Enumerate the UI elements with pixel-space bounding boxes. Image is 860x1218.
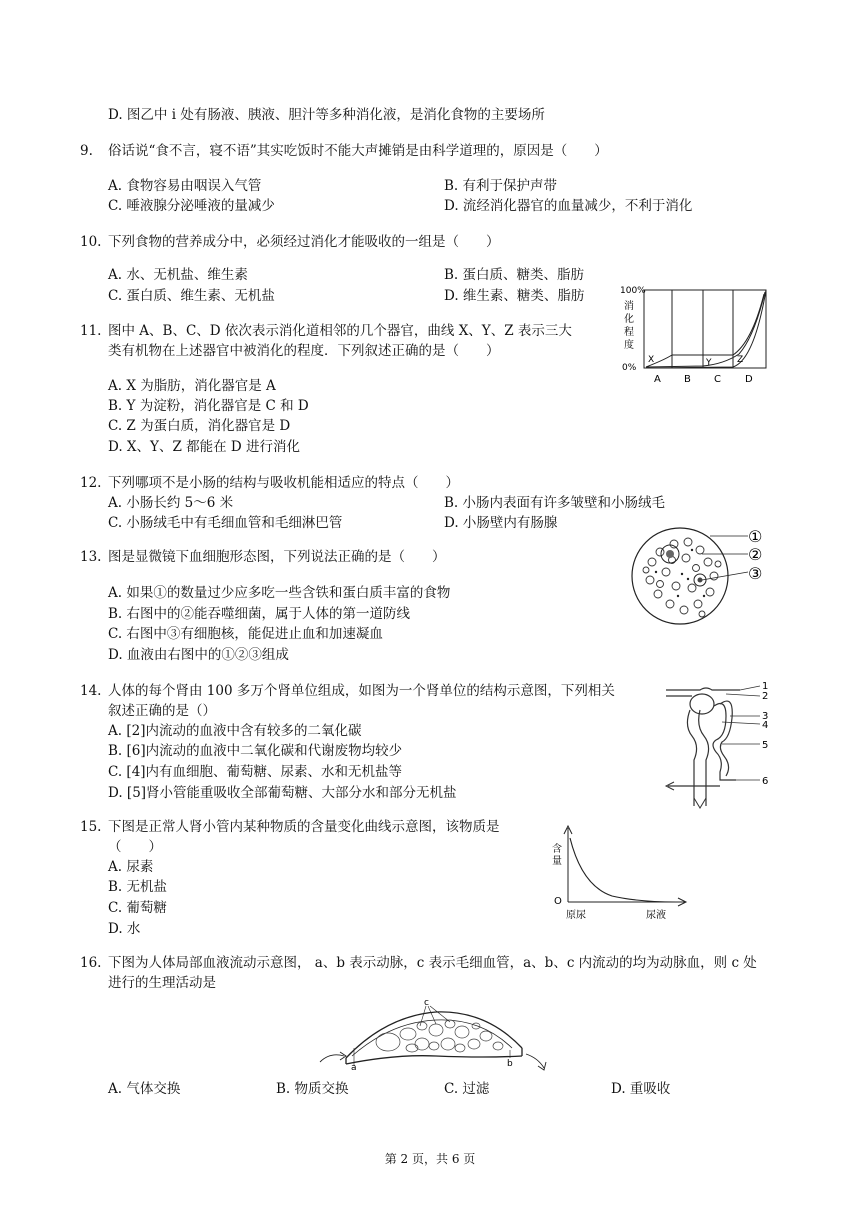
blood-cell-micrograph xyxy=(630,524,776,628)
q16-number: 16. xyxy=(80,955,102,971)
q9-number: 9. xyxy=(80,143,93,159)
chart-ylabel-2: 化 xyxy=(624,314,634,325)
q10-stem: 下列食物的营养成分中，必须经过消化才能吸收的一组是（ ） xyxy=(108,234,500,250)
q8-option-d: D. 图乙中 i 处有肠液、胰液、胆汁等多种消化液，是消化食物的主要场所 xyxy=(108,107,545,123)
q13-option-a: A. 如果①的数量过少应多吃一些含铁和蛋白质丰富的食物 xyxy=(108,585,451,601)
q11-stem-line2: 类有机物在上述器官中被消化的程度．下列叙述正确的是（ ） xyxy=(108,343,500,359)
q9-option-d: D. 流经消化器官的血量减少，不利于消化 xyxy=(444,198,693,214)
organ-a-label: A xyxy=(654,374,661,385)
nephron-label-1: 1 xyxy=(762,681,769,692)
q14-option-c: C. [4]内有血细胞、葡萄糖、尿素、水和无机盐等 xyxy=(108,764,403,780)
curve-x-label: X xyxy=(648,355,655,365)
q15-option-b: B. 无机盐 xyxy=(108,879,168,895)
label-3: ③ xyxy=(748,564,763,583)
q15-stem-line2: （ ） xyxy=(108,839,162,855)
tubule-concentration-chart xyxy=(548,822,698,924)
q10-option-a: A. 水、无机盐、维生素 xyxy=(108,267,248,283)
q14-option-a: A. [2]内流动的血液中含有较多的二氧化碳 xyxy=(108,723,362,739)
q16-option-c: C. 过滤 xyxy=(444,1081,490,1097)
q14-option-b: B. [6]内流动的血液中二氧化碳和代谢废物均较少 xyxy=(108,743,403,759)
capillary-network-diagram xyxy=(316,996,552,1072)
q12-option-c: C. 小肠绒毛中有毛细血管和毛细淋巴管 xyxy=(108,515,343,531)
q11-option-d: D. X、Y、Z 都能在 D 进行消化 xyxy=(108,439,301,455)
chart-ylabel-1: 消 xyxy=(624,301,634,312)
q16-option-b: B. 物质交换 xyxy=(276,1081,349,1097)
q14-stem-line2: 叙述正确的是（） xyxy=(108,703,216,719)
q11-stem-line1: 图中 A、B、C、D 依次表示消化道相邻的几个器官，曲线 X、Y、Z 表示三大 xyxy=(108,323,572,339)
q15-option-c: C. 葡萄糖 xyxy=(108,900,167,916)
q12-option-d: D. 小肠壁内有肠腺 xyxy=(444,515,558,531)
nephron-label-5: 5 xyxy=(762,740,769,751)
q14-number: 14. xyxy=(80,683,102,699)
q12-option-a: A. 小肠长约 5～6 米 xyxy=(108,495,234,511)
capillary-mesh xyxy=(376,1020,503,1052)
q14-stem-line1: 人体的每个肾由 100 多万个肾单位组成，如图为一个肾单位的结构示意图，下列相关 xyxy=(108,683,615,699)
chart-ylabel-3: 程 xyxy=(624,327,634,338)
q9-stem: 俗话说“食不言，寝不语”其实吃饭时不能大声摊销是由科学道理的，原因是（ ） xyxy=(108,143,608,159)
nephron-label-4: 4 xyxy=(762,720,769,731)
q13-option-c: C. 右图中③有细胞核，能促进止血和加速凝血 xyxy=(108,626,383,642)
nephron-label-6: 6 xyxy=(762,776,769,787)
q16-stem-line2: 进行的生理活动是 xyxy=(108,975,216,991)
q15-stem-line1: 下图是正常人肾小管内某种物质的含量变化曲线示意图，该物质是 xyxy=(108,819,500,835)
q11-option-b: B. Y 为淀粉，消化器官是 C 和 D xyxy=(108,398,309,414)
q12-stem: 下列哪项不是小肠的结构与吸收机能相适应的特点（ ） xyxy=(108,475,459,491)
q12-number: 12. xyxy=(80,475,102,491)
q16-option-d: D. 重吸收 xyxy=(611,1081,671,1097)
organ-b-label: B xyxy=(684,374,691,385)
q10-number: 10. xyxy=(80,234,102,250)
origin-label: O xyxy=(554,896,562,907)
curve-x xyxy=(646,294,764,367)
organ-c-label: C xyxy=(714,374,721,385)
chart-top-label: 100% xyxy=(620,286,646,296)
ylabel-1: 含 xyxy=(552,844,562,855)
q15-option-a: A. 尿素 xyxy=(108,859,154,875)
q12-option-b: B. 小肠内表面有许多皱壁和小肠绒毛 xyxy=(444,495,666,511)
q10-option-d: D. 维生素、糖类、脂肪 xyxy=(444,288,585,304)
nephron-label-2: 2 xyxy=(762,691,769,702)
artery-label-b: b xyxy=(507,1059,513,1069)
label-2: ② xyxy=(748,545,763,564)
concentration-curve xyxy=(570,838,676,902)
q9-option-c: C. 唾液腺分泌唾液的量减少 xyxy=(108,198,275,214)
q16-stem-line1: 下图为人体局部血液流动示意图， a、b 表示动脉，c 表示毛细血管，a、b、c 内流动的均为动脉血，则 c 处 xyxy=(108,955,757,971)
q15-option-d: D. 水 xyxy=(108,921,141,937)
page-footer: 第 2 页，共 6 页 xyxy=(384,1152,476,1166)
curve-z xyxy=(646,290,766,368)
ylabel-2: 量 xyxy=(552,856,562,867)
capillary-label-c: c xyxy=(424,998,429,1008)
q14-option-d: D. [5]肾小管能重吸收全部葡萄糖、大部分水和部分无机盐 xyxy=(108,785,457,801)
curve-z-label: Z xyxy=(737,355,744,365)
q10-option-c: C. 蛋白质、维生素、无机盐 xyxy=(108,288,275,304)
q9-option-b: B. 有利于保护声带 xyxy=(444,178,558,194)
q9-option-a: A. 食物容易由咽误入气管 xyxy=(108,178,262,194)
q11-option-c: C. Z 为蛋白质，消化器官是 D xyxy=(108,418,291,434)
q11-number: 11. xyxy=(80,323,102,339)
label-1: ① xyxy=(748,527,763,546)
organ-d-label: D xyxy=(745,374,753,385)
q16-option-a: A. 气体交换 xyxy=(108,1081,181,1097)
q13-number: 13. xyxy=(80,549,102,565)
curve-y-label: Y xyxy=(706,358,712,368)
q13-option-b: B. 右图中的②能吞噬细菌，属于人体的第一道防线 xyxy=(108,606,411,622)
q11-option-a: A. X 为脂肪，消化器官是 A xyxy=(108,378,276,394)
nephron-diagram xyxy=(660,676,778,816)
chart-bottom-label: 0% xyxy=(622,363,637,373)
chart-ylabel-4: 度 xyxy=(624,340,634,351)
x-end-label: 尿液 xyxy=(646,910,666,921)
nephron-label-3: 3 xyxy=(762,711,769,722)
q15-number: 15. xyxy=(80,819,102,835)
curve-y xyxy=(646,292,765,367)
x-start-label: 原尿 xyxy=(566,910,586,921)
digestion-degree-chart xyxy=(614,282,774,388)
q10-option-b: B. 蛋白质、糖类、脂肪 xyxy=(444,267,585,283)
q13-stem: 图是显微镜下血细胞形态图，下列说法正确的是（ ） xyxy=(108,549,446,565)
q13-option-d: D. 血液由右图中的①②③组成 xyxy=(108,647,289,663)
artery-label-a: a xyxy=(351,1063,357,1072)
